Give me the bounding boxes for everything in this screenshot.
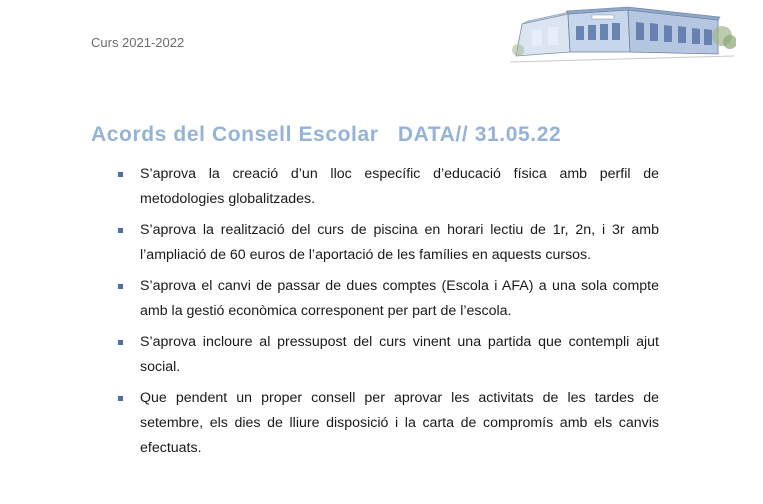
agreement-text: Que pendent un proper consell per aprovar les activitats de les tardes de setembre, els dies de lliure disposició i la carta de compromís amb els canvis efectuats. <box>140 390 659 456</box>
school-building-illustration <box>508 6 736 70</box>
agreement-text: S’aprova la realització del curs de piscina en horari lectiu de 1r, 2n, i 3r amb l’ampliació de 60 euros de l’aportació de les famílies en aquests cursos. <box>140 222 659 263</box>
course-year: Curs 2021-2022 <box>91 35 185 50</box>
bullet-icon <box>118 396 123 401</box>
list-item <box>118 218 659 268</box>
bullet-icon <box>118 340 123 345</box>
list-item <box>118 274 659 324</box>
agreements-list <box>118 162 659 467</box>
bullet-icon <box>118 284 123 289</box>
agreement-text: S’aprova el canvi de passar de dues comptes (Escola i AFA) a una sola compte amb la gestió econòmica corresponent per part de l’escola. <box>140 278 659 319</box>
list-item <box>118 386 659 461</box>
list-item <box>118 330 659 380</box>
page-title: Acords del Consell Escolar DATA// 31.05.22 <box>91 123 562 146</box>
bullet-icon <box>118 172 123 177</box>
agreement-text: S’aprova la creació d’un lloc específic d’educació física amb perfil de metodologies globalitzades. <box>140 166 659 207</box>
agreement-text: S’aprova incloure al pressupost del curs vinent una partida que contempli ajut social. <box>140 334 659 375</box>
list-item <box>118 162 659 212</box>
bullet-icon <box>118 228 123 233</box>
